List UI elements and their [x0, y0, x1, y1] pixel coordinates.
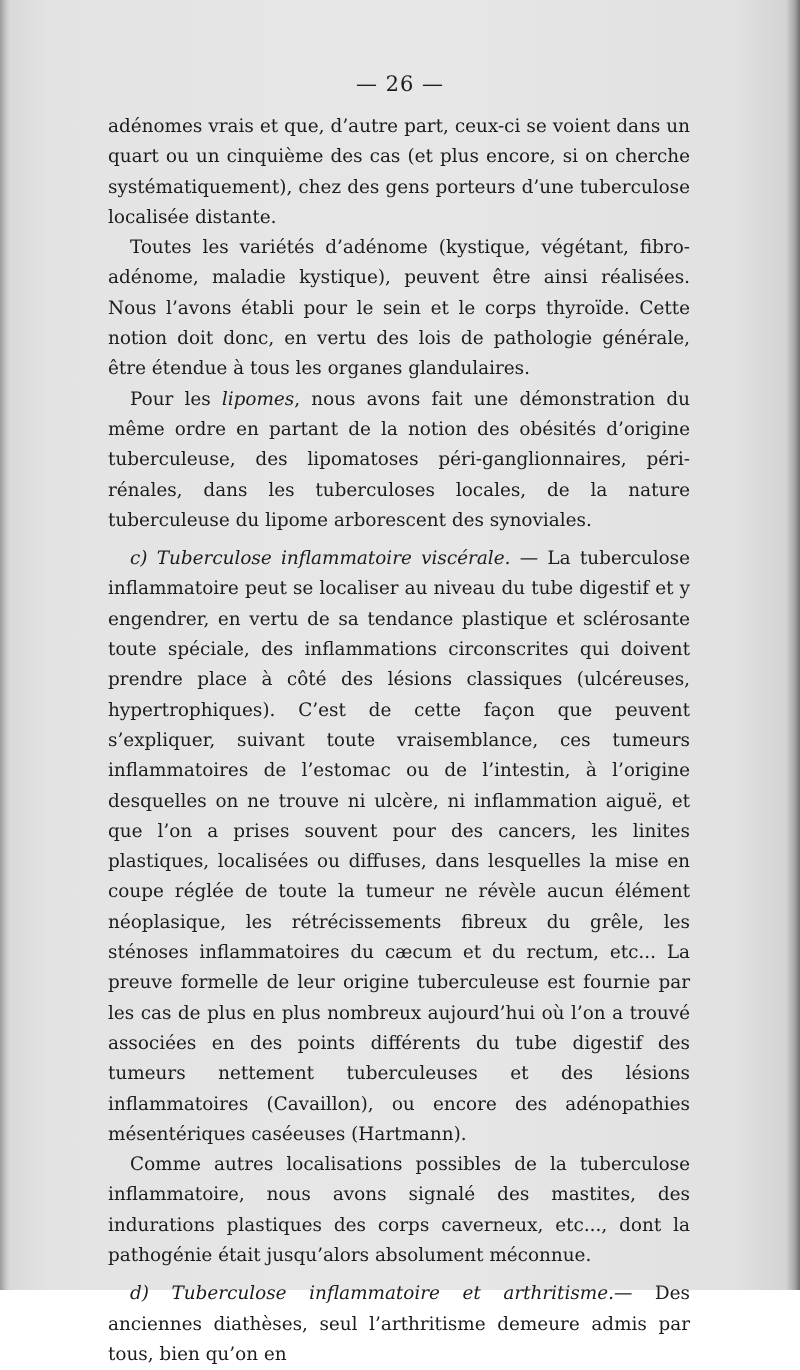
section-d-body: — Des anciennes diathèses, seul l’arthritisme demeure admis par tous, bien qu’on en [108, 1283, 690, 1365]
section-heading-d: d) Tuberculose inflammatoire et arthritisme. [130, 1283, 614, 1305]
term-lipomes: lipomes [221, 388, 295, 410]
paragraph-lipomes [108, 385, 690, 536]
page-number: — 26 — [355, 72, 445, 96]
body-text [108, 112, 690, 1370]
paragraph-lipomes-body: , nous avons fait une démonstration du même ordre en partant de la notion des obésités d’origine tuberculeuse, des lipomatoses péri-ganglionnaires, péri-rénales, dans les tuberculoses locales, de la nature tuberculeuse du lipome arborescent des synoviales. [108, 388, 691, 531]
section-heading-c: c) Tuberculose inflammatoire viscérale. [130, 548, 511, 570]
paragraph-adenomes-continuation: adénomes vrais et que, d’autre part, ceux-ci se voient dans un quart ou un cinquième des cas (et plus encore, si on cherche systématiquement), chez des gens porteurs d’une tuberculose localisée distante. [108, 116, 690, 228]
paragraph-lipomes-lead: Pour les [130, 388, 222, 410]
page-right-edge-shadow [786, 0, 800, 1290]
paragraph-arthritisme [108, 1279, 690, 1370]
paragraph-autres-localisations: Comme autres localisations possibles de la tuberculose inflammatoire, nous avons signalé des mastites, des indurations plastiques des corps caverneux, etc..., dont la pathogénie était jusqu’alors absolument méconnue. [108, 1154, 690, 1266]
section-c-body: — La tuberculose inflammatoire peut se localiser au niveau du tube digestif et y engendrer, en vertu de sa tendance plastique et sclérosante toute spéciale, des inflammations circonscrites qui doivent prendre place à côté des lésions classiques (ulcéreuses, hypertrophiques). C’est de cette façon que peuvent s’expliquer, suivant toute vraisemblance, ces tumeurs inflammatoires de l’estomac ou de l’intestin, à l’origine desquelles on ne trouve ni ulcère, ni inflammation aiguë, et que l’on a prises souvent pour des cancers, les linites plastiques, localisées ou diffuses, dans lesquelles la mise en coupe réglée de toute la tumeur ne révèle aucun élément néoplasique, les rétrécissements fibreux du grêle, les sténoses inflammatoires du cæcum et du rectum, etc... La preuve formelle de leur origine tuberculeuse est fournie par les cas de plus en plus nombreux aujourd’hui où l’on a trouvé associées en des points différents du tube digestif des tumeurs nettement tuberculeuses et des lésions inflammatoires (Cavaillon), ou encore des adénopathies mésentériques caséeuses (Hartmann). [108, 548, 690, 1145]
paragraph-varietes-adenome: Toutes les variétés d’adénome (kystique, végétant, fibro-adénome, maladie kystique), peuvent être ainsi réalisées. Nous l’avons établi pour le sein et le corps thyroïde. Cette notion doit donc, en vertu des lois de pathologie générale, être étendue à tous les organes glandulaires. [108, 237, 690, 380]
page-left-edge-shadow [0, 0, 10, 1290]
paragraph-tuberculose-viscerale [108, 544, 690, 1150]
